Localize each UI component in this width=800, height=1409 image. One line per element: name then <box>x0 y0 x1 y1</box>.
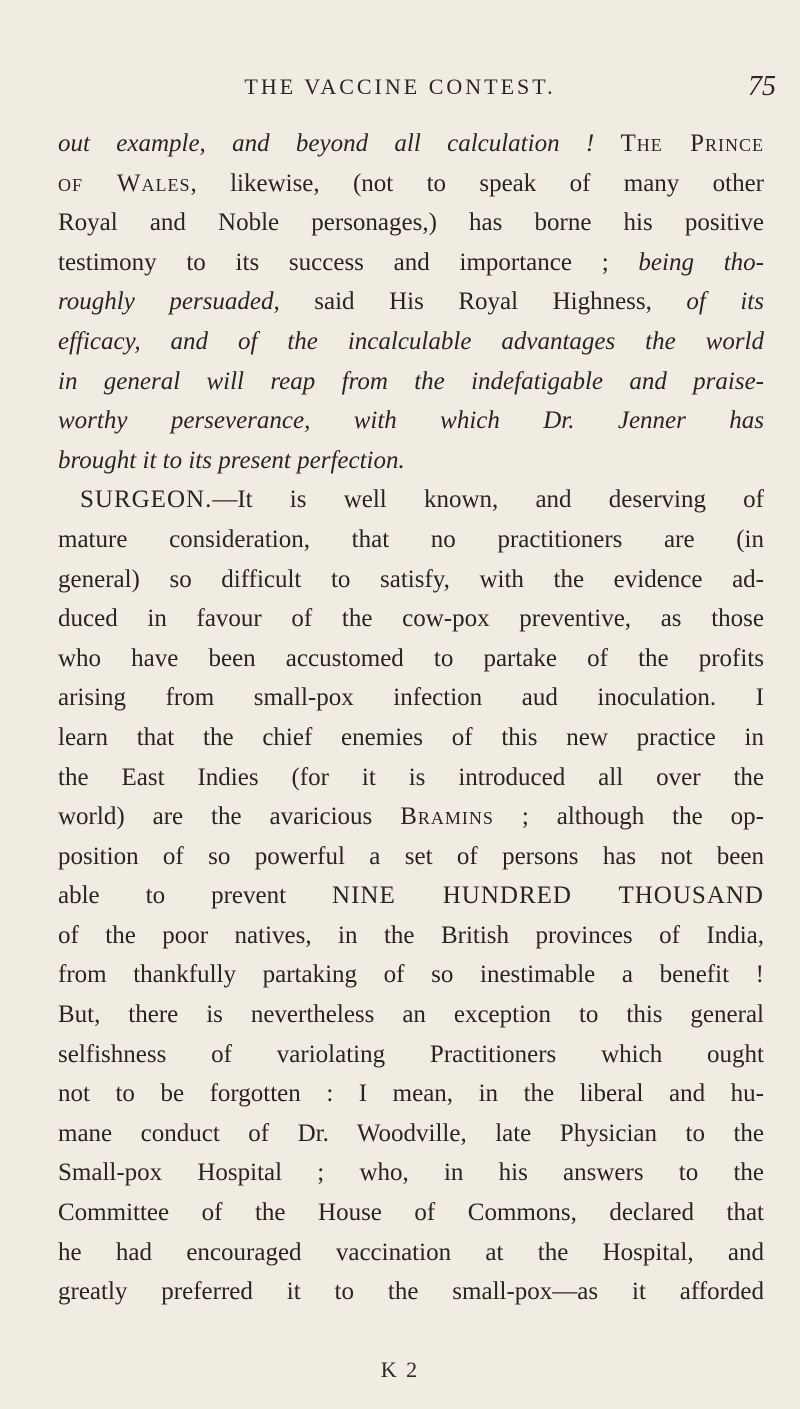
running-title: THE VACCINE CONTEST. <box>244 74 556 99</box>
text-run: from thankfully partaking of so inestimable a benefit ! <box>58 961 764 989</box>
text-run: of the poor natives, in the British provinces of India, <box>58 921 764 949</box>
text-run: in general will reap from the indefatigable and praise- <box>58 367 764 395</box>
text-run: worthy perseverance, with which Dr. Jenner has <box>58 407 764 435</box>
text-run: mature consideration, that no practitioners are (in <box>58 525 764 553</box>
text-run: But, there is nevertheless an exception to this general <box>58 1001 764 1029</box>
text-run: NINE HUNDRED THOUSAND <box>332 882 764 910</box>
text-run: duced in favour of the cow-pox preventive, as those <box>58 605 764 633</box>
text-run: who have been accustomed to partake of the profits <box>58 644 764 672</box>
text-line <box>58 560 764 600</box>
text-run: position of so powerful a set of persons has not been <box>58 842 764 870</box>
text-line <box>58 678 764 718</box>
text-run: Small-pox Hospital ; who, in his answers to the <box>58 1159 764 1187</box>
body-text <box>58 124 764 1312</box>
text-run: general) so difficult to satisfy, with the evidence ad- <box>58 565 764 593</box>
text-run: Bramins <box>400 803 494 831</box>
text-line <box>58 916 764 956</box>
signature-mark: K 2 <box>380 1357 420 1382</box>
text-run: world) are the avaricious <box>58 803 401 831</box>
text-run: of Wales <box>58 169 191 197</box>
text-run: not to be forgotten : I mean, in the liberal and hu- <box>58 1080 764 1108</box>
text-line <box>58 362 764 402</box>
text-line <box>58 797 764 837</box>
text-line <box>58 520 764 560</box>
text-run: ; although the op- <box>493 803 764 831</box>
text-line <box>58 480 764 520</box>
text-line <box>58 203 764 243</box>
text-run: the East Indies (for it is introduced all over the <box>58 763 764 791</box>
text-line <box>58 164 764 204</box>
text-line <box>58 1153 764 1193</box>
text-run: , likewise, (not to speak of many other <box>190 169 765 197</box>
text-line <box>58 1114 764 1154</box>
text-line <box>58 282 764 322</box>
text-run: selfishness of variolating Practitioners which ought <box>58 1040 764 1068</box>
text-line <box>58 995 764 1035</box>
text-line <box>58 599 764 639</box>
text-run: efficacy, and of the incalculable advantages the world <box>58 327 764 355</box>
text-run: said His Royal Highness, <box>279 288 687 316</box>
text-run: Committee of the House of Commons, declared that <box>58 1199 764 1227</box>
text-run: Royal and Noble personages,) has borne his positive <box>58 209 764 237</box>
text-line <box>58 955 764 995</box>
text-line <box>58 1193 764 1233</box>
text-line <box>58 1272 764 1312</box>
page-header <box>0 71 800 114</box>
text-line <box>58 876 764 916</box>
text-line <box>58 441 764 481</box>
text-run: testimony to its success and importance ; <box>58 248 639 276</box>
text-run: arising from small-pox infection aud inoculation. I <box>58 684 764 712</box>
text-line <box>58 758 764 798</box>
text-run: SURGEON. <box>80 486 213 514</box>
text-line <box>58 1035 764 1075</box>
text-run: able to prevent <box>58 882 333 910</box>
text-line <box>58 401 764 441</box>
text-run: he had encouraged vaccination at the Hospital, and <box>58 1238 764 1266</box>
text-run: of its <box>686 288 764 316</box>
text-run: —It is well known, and deserving of <box>212 486 764 514</box>
text-line <box>58 837 764 877</box>
text-line <box>58 243 764 283</box>
text-line <box>58 322 764 362</box>
text-run: greatly preferred it to the small-pox—as it afforded <box>58 1278 764 1306</box>
text-run: roughly persuaded, <box>58 288 280 316</box>
text-line <box>58 639 764 679</box>
text-run: mane conduct of Dr. Woodville, late Physician to the <box>58 1119 764 1147</box>
text-line <box>58 718 764 758</box>
text-run: learn that the chief enemies of this new practice in <box>58 723 764 751</box>
page-number: 75 <box>748 71 776 102</box>
text-run: being tho- <box>638 248 764 276</box>
text-line <box>58 1233 764 1273</box>
text-run: brought it to its present perfection. <box>58 446 405 474</box>
text-run: The Prince <box>620 130 764 157</box>
text-line <box>58 1074 764 1114</box>
text-line <box>58 124 764 164</box>
text-run: out example, and beyond all calculation ! <box>58 130 621 157</box>
